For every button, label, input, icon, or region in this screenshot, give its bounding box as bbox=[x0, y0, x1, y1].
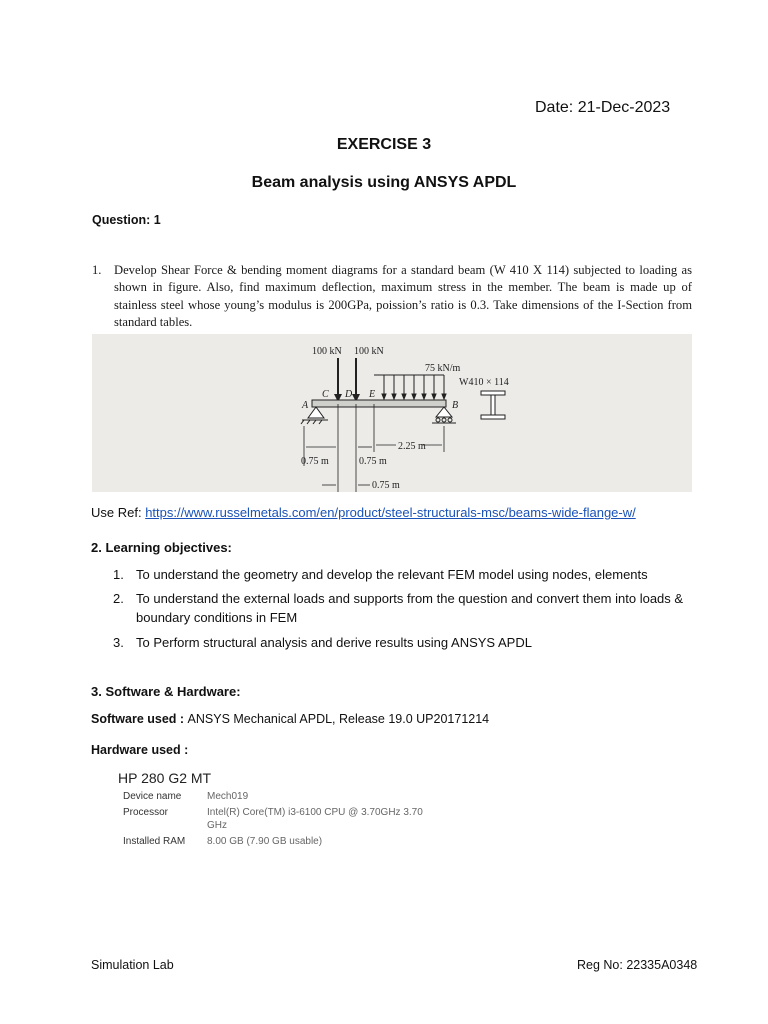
objective-number: 3. bbox=[113, 635, 124, 650]
reference-label: Use Ref: bbox=[91, 505, 146, 520]
objectives-heading: 2. Learning objectives: bbox=[91, 540, 232, 555]
hardware-spec-panel bbox=[118, 770, 437, 851]
objective-item bbox=[113, 633, 696, 652]
point-load-arrow-2 bbox=[352, 358, 360, 402]
load-label-2: 100 kN bbox=[354, 346, 384, 357]
objective-text: To understand the geometry and develop the relevant FEM model using nodes, elements bbox=[136, 567, 648, 582]
point-a-label: A bbox=[302, 400, 309, 411]
beam-body bbox=[312, 400, 446, 407]
objective-item bbox=[113, 589, 696, 627]
spec-row-ram bbox=[118, 835, 437, 848]
problem-number: 1. bbox=[92, 263, 102, 277]
dim-label-1: 0.75 m bbox=[301, 456, 329, 467]
objective-number: 1. bbox=[113, 567, 124, 582]
dim-label-3: 0.75 m bbox=[372, 480, 400, 491]
dim-label-4: 2.25 m bbox=[398, 441, 426, 452]
question-label: Question: 1 bbox=[92, 213, 161, 227]
i-section-icon bbox=[481, 391, 505, 419]
load-label-1: 100 kN bbox=[312, 346, 342, 357]
objective-text: To understand the external loads and supports from the question and convert them into loads & boundary conditions in FEM bbox=[136, 591, 684, 625]
spec-label: Device name bbox=[123, 791, 182, 802]
spec-row-processor bbox=[118, 806, 437, 832]
spec-value: Intel(R) Core(TM) i3-6100 CPU @ 3.70GHz 3.70 GHz bbox=[207, 807, 423, 831]
page-subtitle: Beam analysis using ANSYS APDL bbox=[251, 174, 517, 191]
point-b-label: B bbox=[452, 400, 459, 411]
problem-statement bbox=[92, 262, 692, 331]
point-c-label: C bbox=[322, 389, 329, 400]
software-hardware-heading: 3. Software & Hardware: bbox=[91, 684, 241, 699]
hardware-used-label: Hardware used : bbox=[91, 743, 189, 757]
reference-line bbox=[91, 505, 636, 520]
software-used-value: ANSYS Mechanical APDL, Release 19.0 UP20171214 bbox=[187, 712, 490, 726]
spec-row-device bbox=[118, 790, 437, 803]
udl-label: 75 kN/m bbox=[425, 363, 461, 374]
spec-value: 8.00 GB (7.90 GB usable) bbox=[207, 836, 323, 847]
beam-figure bbox=[92, 334, 692, 492]
section-label: W410 × 114 bbox=[459, 377, 509, 388]
footer-right: Reg No: 22335A0348 bbox=[577, 958, 698, 972]
spec-value: Mech019 bbox=[207, 791, 249, 802]
software-used-line bbox=[91, 712, 489, 726]
point-load-arrow-1 bbox=[334, 358, 342, 402]
pc-model-name: HP 280 G2 MT bbox=[118, 770, 212, 786]
dim-label-2: 0.75 m bbox=[359, 456, 387, 467]
spec-label: Processor bbox=[123, 807, 169, 818]
objective-number: 2. bbox=[113, 591, 124, 606]
objective-item bbox=[113, 565, 696, 584]
exercise-title: EXERCISE 3 bbox=[336, 136, 432, 153]
beam-diagram bbox=[92, 334, 692, 492]
software-used-label: Software used : bbox=[91, 712, 188, 726]
reference-link[interactable]: https://www.russelmetals.com/en/product/steel-structurals-msc/beams-wide-flange-w/ bbox=[145, 505, 636, 520]
problem-text: Develop Shear Force & bending moment diagrams for a standard beam (W 410 X 114) subjected to loading as shown in figure. Also, find maximum deflection, maximum stress in the member. The beam is made up of stainless steel whose young’s modulus is 200GPa, poission’s ratio is 0.3. Take dimensions of the I-Section from standard tables. bbox=[114, 263, 692, 329]
objective-text: To Perform structural analysis and derive results using ANSYS APDL bbox=[136, 635, 532, 650]
point-e-label: E bbox=[369, 389, 376, 400]
udl-arrows bbox=[374, 375, 446, 399]
spec-label: Installed RAM bbox=[123, 836, 186, 847]
date-text: Date: 21-Dec-2023 bbox=[535, 99, 671, 116]
footer-left: Simulation Lab bbox=[91, 958, 174, 972]
point-d-label: D bbox=[345, 389, 353, 400]
